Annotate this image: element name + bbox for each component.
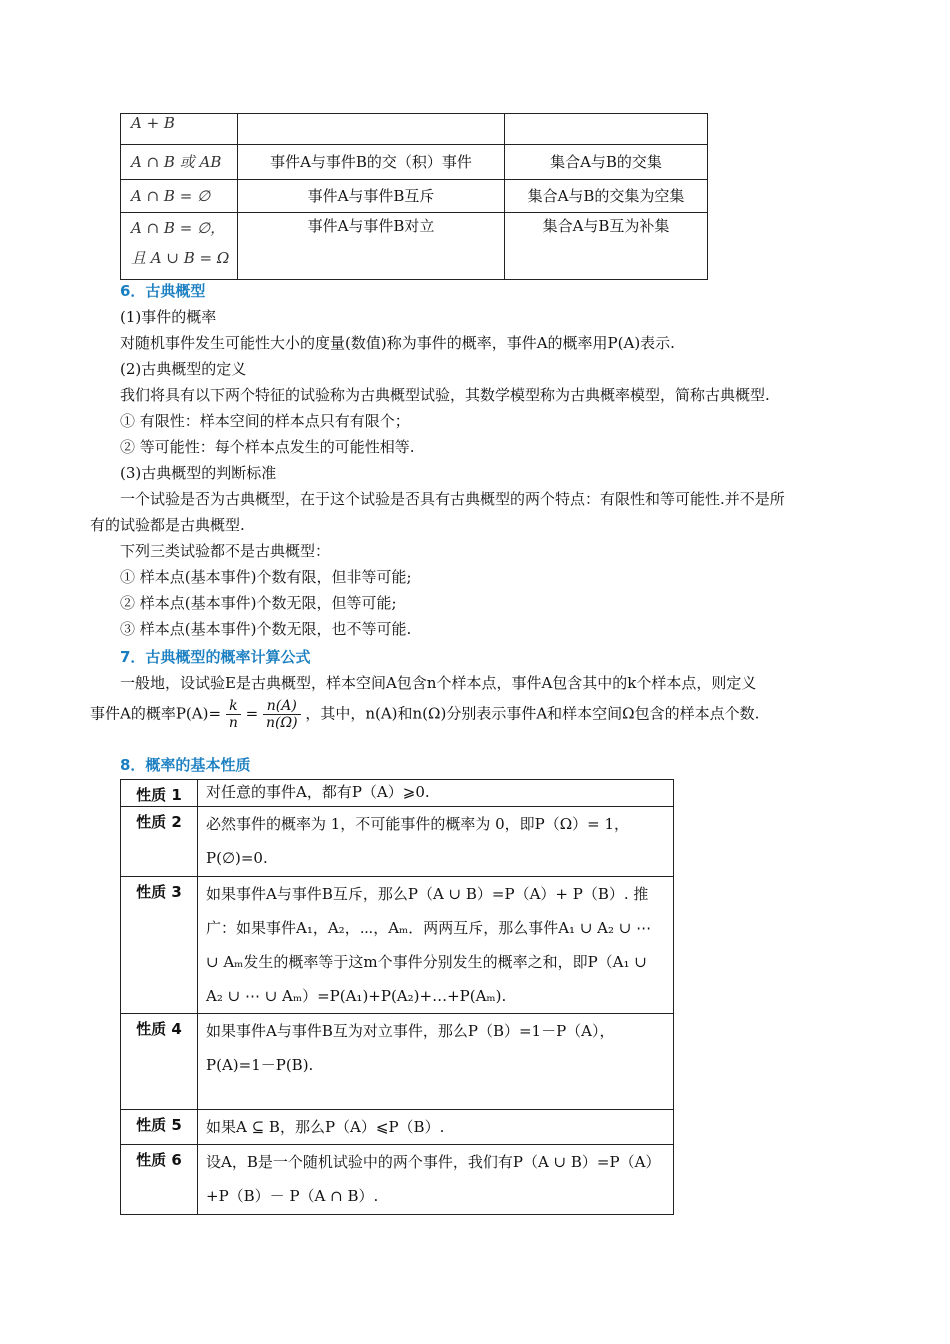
equals-sign: = — [245, 704, 259, 723]
property-text: 必然事件的概率为 1，不可能事件的概率为 0，即P（Ω）= 1，P(∅)=0. — [198, 807, 674, 877]
fraction-numerator: k — [226, 698, 241, 715]
property-text: 对任意的事件A，都有P（A）⩾0. — [198, 780, 674, 807]
property-key: 性质 6 — [121, 1145, 198, 1215]
list-item: ② 样本点(基本事件)个数无限，但等可能; — [120, 594, 397, 612]
relation-set: 集合A与B的交集 — [505, 145, 708, 180]
table-row — [121, 1110, 674, 1145]
paragraph: 下列三类试验都不是古典概型： — [120, 542, 331, 560]
section-7-heading: 7．古典概型的概率计算公式 — [120, 648, 311, 666]
property-key: 性质 2 — [121, 807, 198, 877]
formula-suffix: ，其中，n(A)和n(Ω)分别表示事件A和样本空间Ω包含的样本点个数. — [305, 704, 760, 723]
property-key: 性质 5 — [121, 1110, 198, 1145]
paragraph: 一个试验是否为古典概型，在于这个试验是否具有古典概型的两个特点：有限性和等可能性.并不是所 — [120, 490, 785, 508]
relation-set: 集合A与B互为补集 — [505, 213, 708, 280]
paragraph: 有的试验都是古典概型. — [90, 516, 245, 534]
table-row — [121, 145, 708, 180]
formula-line — [90, 698, 759, 731]
paragraph: 一般地，设试验E是古典概型，样本空间A包含n个样本点，事件A包含其中的k个样本点，则定义 — [120, 674, 757, 692]
fraction-numerator: n(A) — [263, 698, 301, 715]
table-row — [121, 877, 674, 1014]
property-key: 性质 4 — [121, 1014, 198, 1110]
fraction-denominator: n — [228, 715, 238, 731]
relation-symbol: A ∩ B 或 AB — [121, 145, 238, 180]
property-text: 如果A ⊆ B，那么P（A）⩽P（B）. — [198, 1110, 674, 1145]
paragraph: 我们将具有以下两个特征的试验称为古典概型试验，其数学模型称为古典概率模型，简称古典概型. — [120, 386, 770, 404]
section-6-heading: 6．古典概型 — [120, 282, 206, 300]
fraction-nA-over-nOmega — [263, 698, 301, 731]
relation-symbol: A ∩ B = ∅，且 A ∪ B = Ω — [121, 213, 238, 280]
property-key: 性质 1 — [121, 780, 198, 807]
fraction-k-over-n — [226, 698, 241, 731]
relation-set — [505, 114, 708, 145]
subheading: (1)事件的概率 — [120, 308, 217, 326]
table-row — [121, 180, 708, 213]
relation-symbol: A + B — [121, 114, 238, 145]
table-row — [121, 1145, 674, 1215]
relation-event — [238, 114, 505, 145]
property-key: 性质 3 — [121, 877, 198, 1014]
property-text: 如果事件A与事件B互为对立事件，那么P（B）=1－P（A），P(A)=1－P(B). — [198, 1014, 674, 1110]
table-row — [121, 1014, 674, 1110]
list-item: ③ 样本点(基本事件)个数无限，也不等可能. — [120, 620, 412, 638]
section-8-heading: 8．概率的基本性质 — [120, 756, 251, 774]
relation-set: 集合A与B的交集为空集 — [505, 180, 708, 213]
event-relation-table — [120, 113, 708, 280]
list-item: ① 样本点(基本事件)个数有限，但非等可能; — [120, 568, 412, 586]
paragraph: 对随机事件发生可能性大小的度量(数值)称为事件的概率，事件A的概率用P(A)表示. — [120, 334, 675, 352]
property-text: 如果事件A与事件B互斥，那么P（A ∪ B）=P（A）+ P（B）. 推广：如果事件A₁，A₂，⋯，Aₘ．两两互斥，那么事件A₁ ∪ A₂ ∪ ⋯ ∪ Aₘ发生的概率等于这m个事件分别发生的概率之和，即P（A₁ ∪ A₂ ∪ ⋯ ∪ Aₘ）=P(A₁)+P(A₂)+…+P(Aₘ). — [198, 877, 674, 1014]
table-row — [121, 114, 708, 145]
list-item: ① 有限性：样本空间的样本点只有有限个； — [120, 412, 410, 430]
table-row — [121, 213, 708, 280]
table-row — [121, 807, 674, 877]
list-item: ② 等可能性：每个样本点发生的可能性相等. — [120, 438, 415, 456]
subheading: (3)古典概型的判断标准 — [120, 464, 277, 482]
fraction-denominator: n(Ω) — [265, 715, 298, 731]
subheading: (2)古典概型的定义 — [120, 360, 247, 378]
probability-properties-table — [120, 779, 674, 1215]
relation-event: 事件A与事件B对立 — [238, 213, 505, 280]
relation-event: 事件A与事件B互斥 — [238, 180, 505, 213]
table-row — [121, 780, 674, 807]
relation-event: 事件A与事件B的交（积）事件 — [238, 145, 505, 180]
formula-prefix: 事件A的概率P(A)= — [90, 704, 222, 723]
property-text: 设A，B是一个随机试验中的两个事件，我们有P（A ∪ B）=P（A）+P（B）－ P（A ∩ B）. — [198, 1145, 674, 1215]
relation-symbol: A ∩ B = ∅ — [121, 180, 238, 213]
